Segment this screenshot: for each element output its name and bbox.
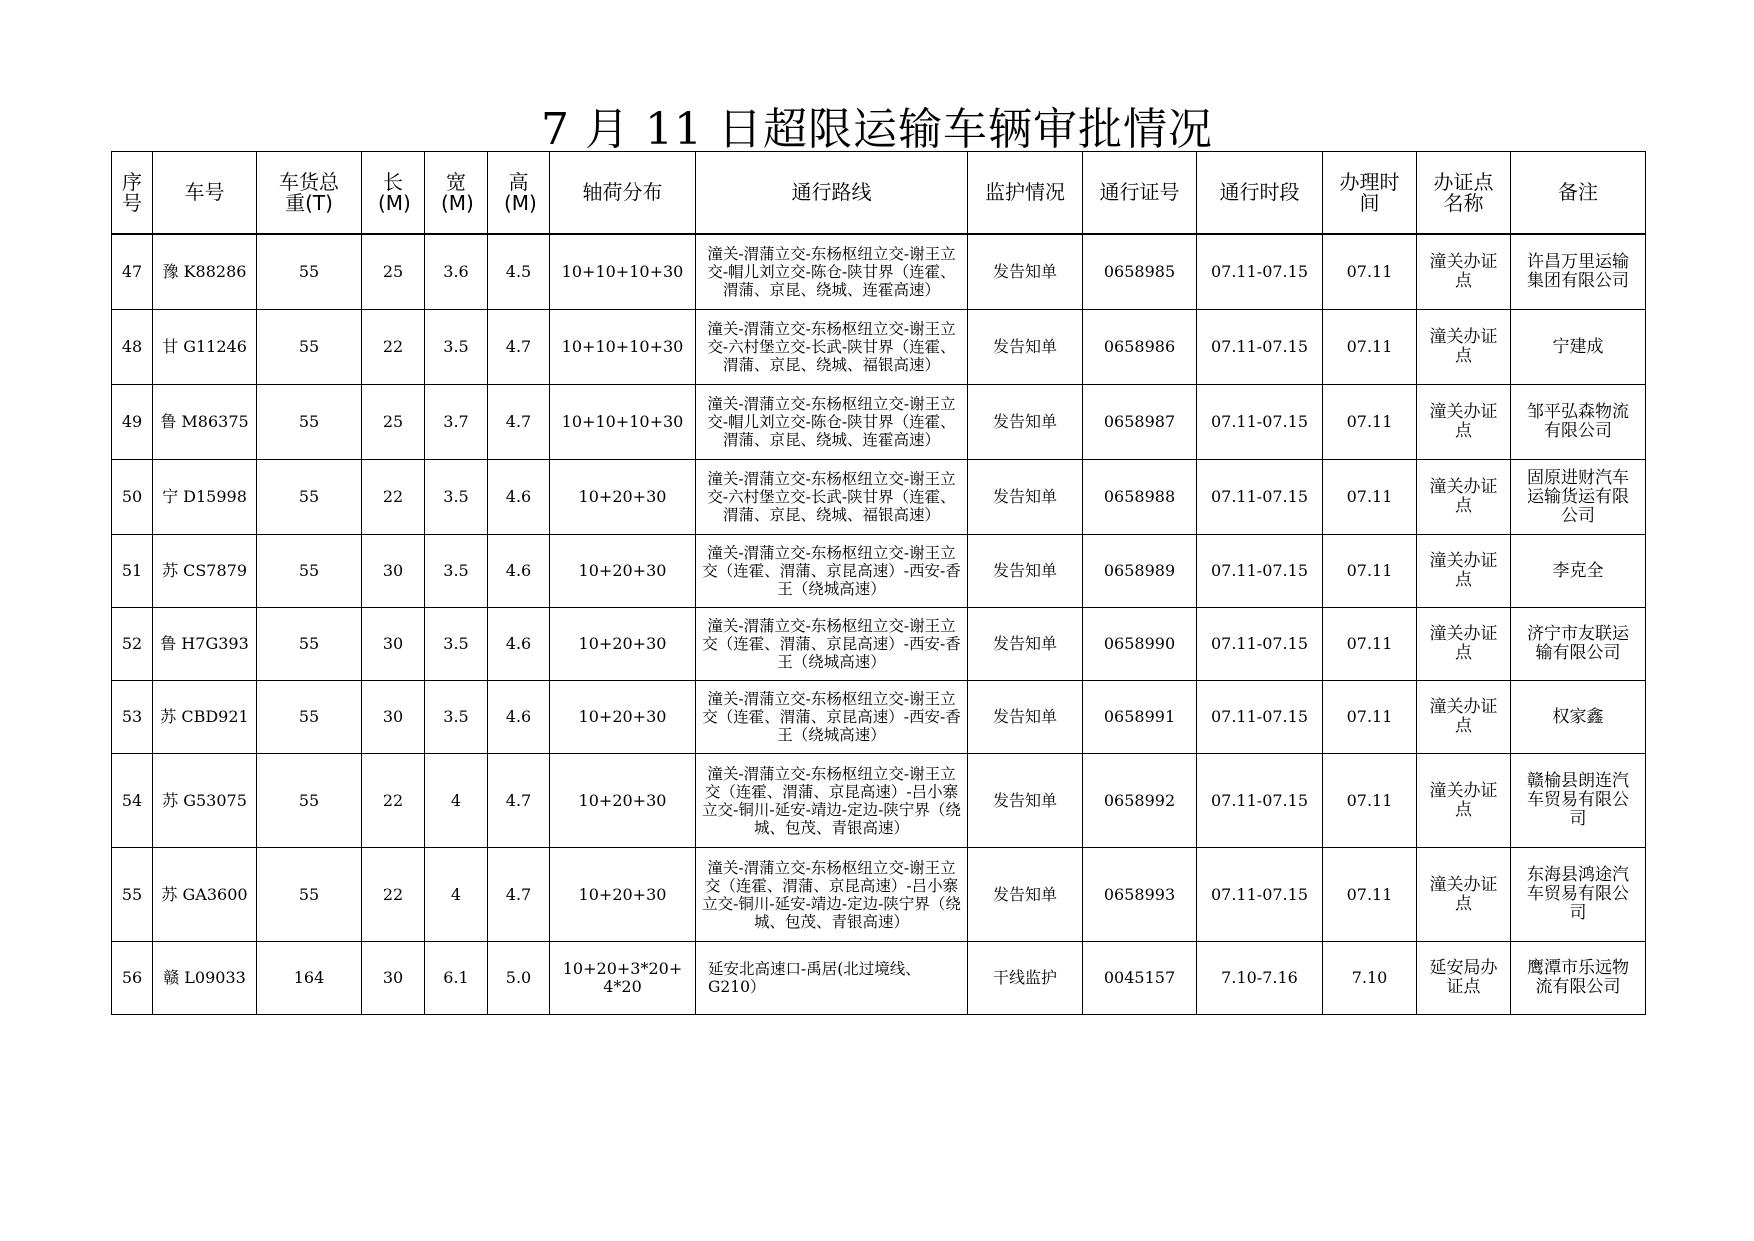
cell-width: 3.5	[425, 608, 488, 681]
header-width: 宽(M)	[425, 152, 488, 235]
cell-width: 4	[425, 848, 488, 942]
cell-permit: 0658993	[1083, 848, 1197, 942]
cell-seq: 54	[112, 754, 153, 848]
cell-monitor: 发告知单	[968, 681, 1083, 754]
cell-handled: 07.11	[1323, 608, 1417, 681]
cell-route: 潼关-渭蒲立交-东杨枢纽立交-谢王立交-帽儿刘立交-陈仓-陕甘界（连霍、渭蒲、京昆、绕城、连霍高速）	[696, 385, 968, 460]
cell-period: 07.11-07.15	[1197, 681, 1323, 754]
cell-office: 潼关办证点	[1417, 310, 1511, 385]
table-row	[112, 942, 1646, 1015]
cell-seq: 49	[112, 385, 153, 460]
cell-plate: 苏 G53075	[153, 754, 257, 848]
table-row	[112, 535, 1646, 608]
table-row	[112, 848, 1646, 942]
cell-monitor: 发告知单	[968, 535, 1083, 608]
cell-seq: 56	[112, 942, 153, 1015]
cell-monitor: 发告知单	[968, 310, 1083, 385]
cell-plate: 甘 G11246	[153, 310, 257, 385]
cell-monitor: 发告知单	[968, 608, 1083, 681]
header-handled: 办理时间	[1323, 152, 1417, 235]
cell-length: 30	[362, 608, 425, 681]
cell-weight: 164	[257, 942, 362, 1015]
cell-monitor: 发告知单	[968, 754, 1083, 848]
cell-permit: 0658986	[1083, 310, 1197, 385]
header-period: 通行时段	[1197, 152, 1323, 235]
table-row	[112, 310, 1646, 385]
cell-length: 25	[362, 234, 425, 310]
cell-height: 4.6	[488, 460, 550, 535]
cell-permit: 0658990	[1083, 608, 1197, 681]
header-row	[112, 152, 1646, 235]
cell-note: 赣榆县朗连汽车贸易有限公司	[1511, 754, 1646, 848]
table-row	[112, 681, 1646, 754]
cell-height: 4.7	[488, 310, 550, 385]
cell-width: 3.5	[425, 310, 488, 385]
cell-weight: 55	[257, 310, 362, 385]
cell-weight: 55	[257, 535, 362, 608]
cell-permit: 0045157	[1083, 942, 1197, 1015]
cell-monitor: 发告知单	[968, 848, 1083, 942]
table-row	[112, 385, 1646, 460]
cell-plate: 宁 D15998	[153, 460, 257, 535]
cell-route: 潼关-渭蒲立交-东杨枢纽立交-谢王立交-帽儿刘立交-陈仓-陕甘界（连霍、渭蒲、京昆、绕城、连霍高速）	[696, 234, 968, 310]
cell-seq: 51	[112, 535, 153, 608]
cell-office: 潼关办证点	[1417, 460, 1511, 535]
cell-note: 许昌万里运输集团有限公司	[1511, 234, 1646, 310]
cell-length: 30	[362, 942, 425, 1015]
cell-length: 22	[362, 754, 425, 848]
cell-seq: 47	[112, 234, 153, 310]
cell-axle: 10+20+30	[550, 848, 696, 942]
cell-axle: 10+20+3*20+4*20	[550, 942, 696, 1015]
cell-axle: 10+10+10+30	[550, 385, 696, 460]
header-weight: 车货总重(T)	[257, 152, 362, 235]
cell-route: 潼关-渭蒲立交-东杨枢纽立交-谢王立交（连霍、渭蒲、京昆高速）-西安-香王（绕城高速）	[696, 681, 968, 754]
header-axle: 轴荷分布	[550, 152, 696, 235]
cell-route: 潼关-渭蒲立交-东杨枢纽立交-谢王立交（连霍、渭蒲、京昆高速）-西安-香王（绕城高速）	[696, 608, 968, 681]
cell-note: 鹰潭市乐远物流有限公司	[1511, 942, 1646, 1015]
cell-weight: 55	[257, 608, 362, 681]
cell-weight: 55	[257, 234, 362, 310]
cell-seq: 48	[112, 310, 153, 385]
cell-handled: 07.11	[1323, 234, 1417, 310]
cell-length: 22	[362, 310, 425, 385]
cell-monitor: 发告知单	[968, 234, 1083, 310]
cell-length: 30	[362, 535, 425, 608]
header-note: 备注	[1511, 152, 1646, 235]
cell-route: 潼关-渭蒲立交-东杨枢纽立交-谢王立交-六村堡立交-长武-陕甘界（连霍、渭蒲、京昆、绕城、福银高速）	[696, 460, 968, 535]
cell-period: 07.11-07.15	[1197, 754, 1323, 848]
table-row	[112, 608, 1646, 681]
table-row	[112, 460, 1646, 535]
cell-office: 延安局办证点	[1417, 942, 1511, 1015]
header-plate: 车号	[153, 152, 257, 235]
cell-handled: 07.11	[1323, 310, 1417, 385]
page-title: 7 月 11 日超限运输车辆审批情况	[541, 104, 1213, 155]
cell-width: 3.5	[425, 681, 488, 754]
cell-handled: 07.11	[1323, 681, 1417, 754]
cell-note: 李克全	[1511, 535, 1646, 608]
cell-plate: 苏 GA3600	[153, 848, 257, 942]
cell-height: 5.0	[488, 942, 550, 1015]
cell-handled: 07.11	[1323, 460, 1417, 535]
cell-length: 25	[362, 385, 425, 460]
cell-weight: 55	[257, 460, 362, 535]
cell-route: 潼关-渭蒲立交-东杨枢纽立交-谢王立交（连霍、渭蒲、京昆高速）-吕小寨立交-铜川-延安-靖边-定边-陕宁界（绕城、包茂、青银高速）	[696, 754, 968, 848]
cell-office: 潼关办证点	[1417, 608, 1511, 681]
cell-width: 3.6	[425, 234, 488, 310]
table-row	[112, 234, 1646, 310]
cell-permit: 0658988	[1083, 460, 1197, 535]
cell-width: 6.1	[425, 942, 488, 1015]
cell-period: 07.11-07.15	[1197, 535, 1323, 608]
cell-width: 3.5	[425, 460, 488, 535]
cell-period: 07.11-07.15	[1197, 608, 1323, 681]
cell-weight: 55	[257, 848, 362, 942]
cell-note: 权家鑫	[1511, 681, 1646, 754]
cell-note: 邹平弘森物流有限公司	[1511, 385, 1646, 460]
cell-width: 3.7	[425, 385, 488, 460]
cell-length: 22	[362, 460, 425, 535]
cell-axle: 10+10+10+30	[550, 234, 696, 310]
table-row	[112, 754, 1646, 848]
cell-period: 07.11-07.15	[1197, 460, 1323, 535]
cell-plate: 鲁 M86375	[153, 385, 257, 460]
cell-period: 07.11-07.15	[1197, 385, 1323, 460]
cell-route: 潼关-渭蒲立交-东杨枢纽立交-谢王立交（连霍、渭蒲、京昆高速）-吕小寨立交-铜川-延安-靖边-定边-陕宁界（绕城、包茂、青银高速）	[696, 848, 968, 942]
header-office: 办证点名称	[1417, 152, 1511, 235]
cell-length: 30	[362, 681, 425, 754]
cell-width: 3.5	[425, 535, 488, 608]
cell-note: 固原进财汽车运输货运有限公司	[1511, 460, 1646, 535]
cell-route: 潼关-渭蒲立交-东杨枢纽立交-谢王立交（连霍、渭蒲、京昆高速）-西安-香王（绕城高速）	[696, 535, 968, 608]
cell-axle: 10+10+10+30	[550, 310, 696, 385]
cell-period: 7.10-7.16	[1197, 942, 1323, 1015]
cell-monitor: 发告知单	[968, 385, 1083, 460]
cell-office: 潼关办证点	[1417, 681, 1511, 754]
header-length: 长(M)	[362, 152, 425, 235]
cell-note: 宁建成	[1511, 310, 1646, 385]
cell-plate: 豫 K88286	[153, 234, 257, 310]
cell-note: 东海县鸿途汽车贸易有限公司	[1511, 848, 1646, 942]
cell-weight: 55	[257, 385, 362, 460]
cell-seq: 53	[112, 681, 153, 754]
cell-handled: 07.11	[1323, 385, 1417, 460]
approval-table	[111, 151, 1646, 1015]
cell-axle: 10+20+30	[550, 608, 696, 681]
cell-permit: 0658987	[1083, 385, 1197, 460]
cell-period: 07.11-07.15	[1197, 310, 1323, 385]
cell-height: 4.7	[488, 754, 550, 848]
cell-route: 潼关-渭蒲立交-东杨枢纽立交-谢王立交-六村堡立交-长武-陕甘界（连霍、渭蒲、京昆、绕城、福银高速）	[696, 310, 968, 385]
cell-note: 济宁市友联运输有限公司	[1511, 608, 1646, 681]
cell-permit: 0658989	[1083, 535, 1197, 608]
cell-axle: 10+20+30	[550, 681, 696, 754]
cell-plate: 鲁 H7G393	[153, 608, 257, 681]
header-height: 高(M)	[488, 152, 550, 235]
cell-weight: 55	[257, 681, 362, 754]
cell-width: 4	[425, 754, 488, 848]
cell-office: 潼关办证点	[1417, 535, 1511, 608]
cell-handled: 7.10	[1323, 942, 1417, 1015]
cell-axle: 10+20+30	[550, 754, 696, 848]
cell-height: 4.7	[488, 385, 550, 460]
cell-height: 4.6	[488, 535, 550, 608]
cell-permit: 0658985	[1083, 234, 1197, 310]
cell-permit: 0658992	[1083, 754, 1197, 848]
cell-plate: 赣 L09033	[153, 942, 257, 1015]
cell-plate: 苏 CS7879	[153, 535, 257, 608]
cell-permit: 0658991	[1083, 681, 1197, 754]
cell-axle: 10+20+30	[550, 535, 696, 608]
cell-weight: 55	[257, 754, 362, 848]
cell-plate: 苏 CBD921	[153, 681, 257, 754]
cell-route: 延安北高速口-禹居(北过境线、G210）	[696, 942, 968, 1015]
cell-period: 07.11-07.15	[1197, 234, 1323, 310]
header-seq: 序号	[112, 152, 153, 235]
cell-height: 4.7	[488, 848, 550, 942]
cell-monitor: 干线监护	[968, 942, 1083, 1015]
cell-monitor: 发告知单	[968, 460, 1083, 535]
cell-seq: 52	[112, 608, 153, 681]
header-permit: 通行证号	[1083, 152, 1197, 235]
cell-seq: 55	[112, 848, 153, 942]
cell-office: 潼关办证点	[1417, 754, 1511, 848]
cell-handled: 07.11	[1323, 848, 1417, 942]
cell-handled: 07.11	[1323, 535, 1417, 608]
cell-handled: 07.11	[1323, 754, 1417, 848]
cell-office: 潼关办证点	[1417, 848, 1511, 942]
cell-axle: 10+20+30	[550, 460, 696, 535]
cell-seq: 50	[112, 460, 153, 535]
header-route: 通行路线	[696, 152, 968, 235]
cell-height: 4.6	[488, 681, 550, 754]
cell-height: 4.6	[488, 608, 550, 681]
cell-period: 07.11-07.15	[1197, 848, 1323, 942]
cell-office: 潼关办证点	[1417, 234, 1511, 310]
cell-height: 4.5	[488, 234, 550, 310]
cell-office: 潼关办证点	[1417, 385, 1511, 460]
cell-length: 22	[362, 848, 425, 942]
header-monitor: 监护情况	[968, 152, 1083, 235]
